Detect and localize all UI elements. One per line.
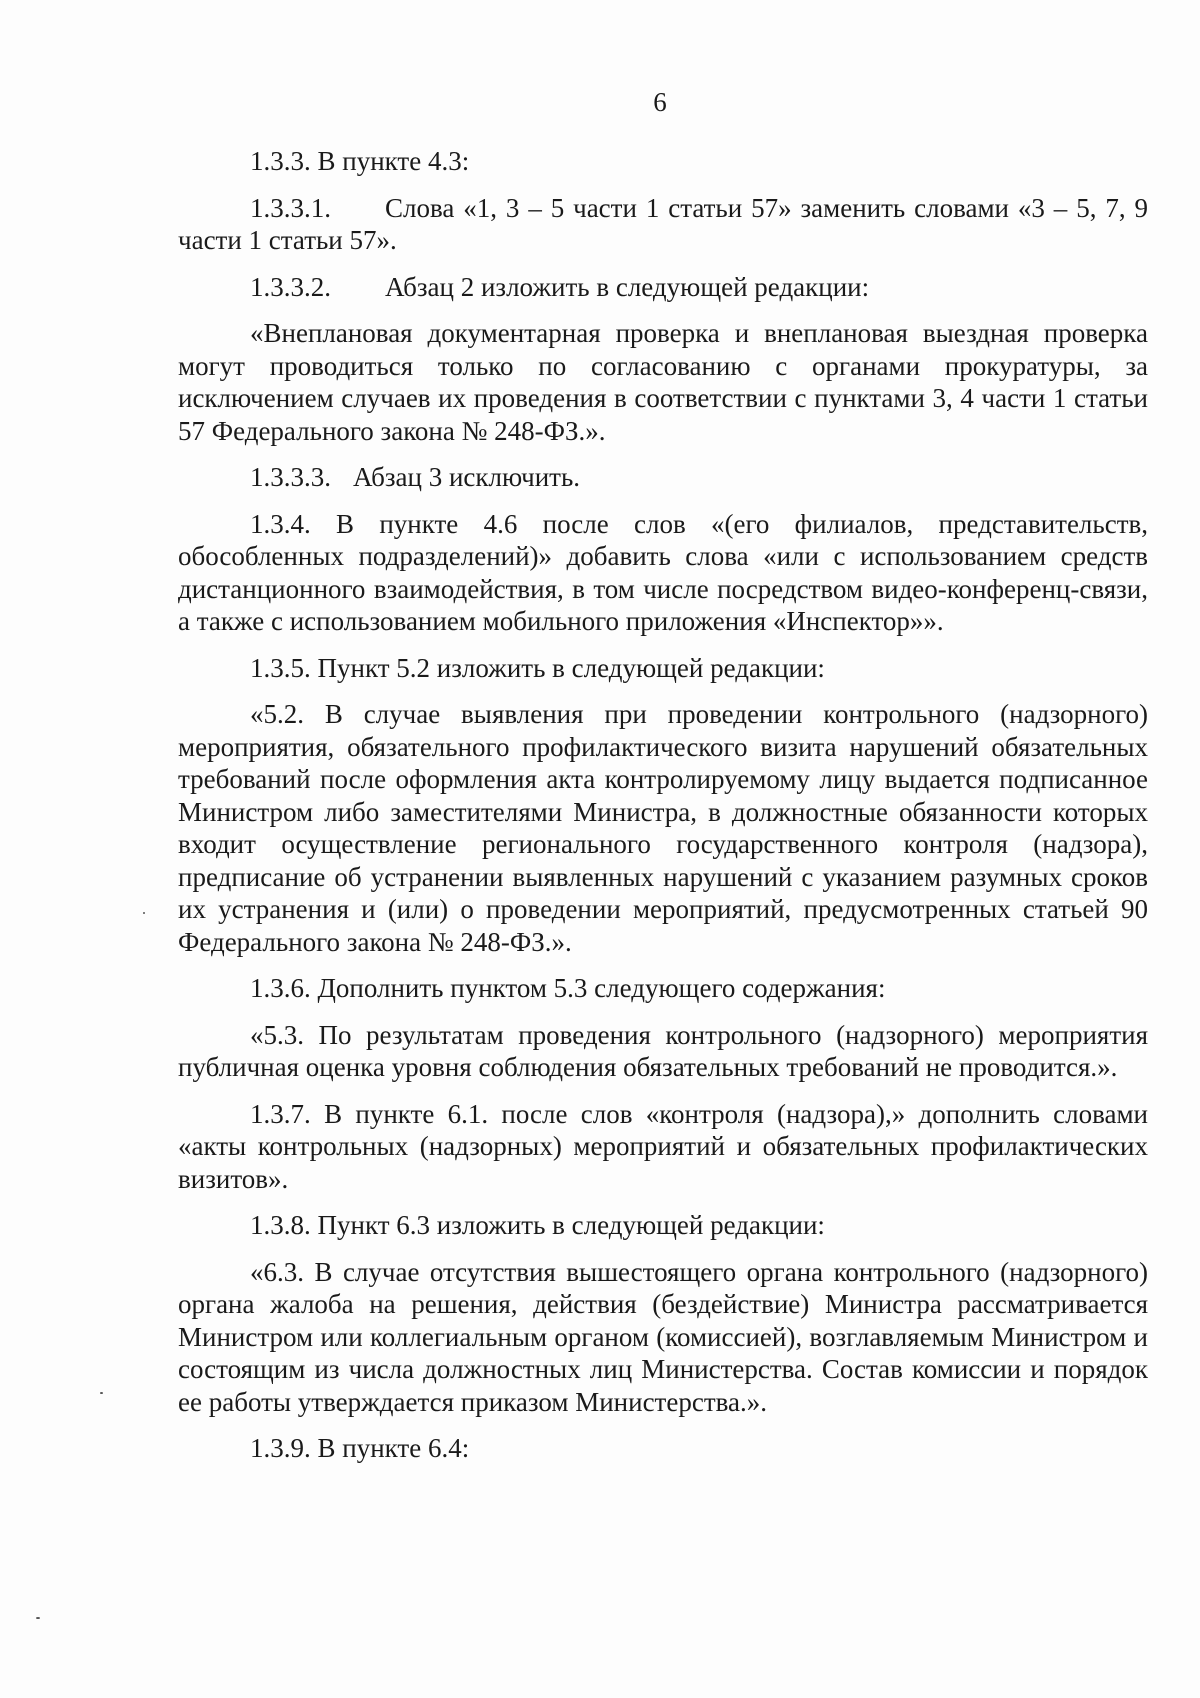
clause-text: В пункте 4.6 после слов «(его филиалов, представительств, обособленных подразделений)» добавить слова «или с использованием средств дистанционного взаимодействия, в том числе посредством видео-конференц-связи, а также с использованием мобильного приложения «Инспектор»».	[178, 508, 1148, 636]
clause-number: 1.3.3.1.	[250, 192, 331, 223]
paragraph	[178, 652, 1148, 685]
clause-text: Пункт 5.2 изложить в следующей редакции:	[317, 652, 825, 683]
paragraph	[178, 508, 1148, 638]
paragraph	[178, 1432, 1148, 1465]
clause-number: 1.3.7.	[250, 1098, 311, 1129]
clause-text: Пункт 6.3 изложить в следующей редакции:	[317, 1210, 825, 1240]
paragraph	[178, 461, 1148, 494]
clause-number: 1.3.4.	[250, 508, 311, 539]
document-body	[178, 145, 1148, 1479]
paragraph	[178, 1209, 1148, 1242]
scan-speck	[36, 1617, 40, 1619]
paragraph	[178, 192, 1148, 257]
clause-text: «6.3. В случае отсутствия вышестоящего органа контрольного (надзорного) органа жалоба на решения, действия (бездействие) Министра рассматривается Министром или коллегиальным органом (комиссией), возглавляемым Министром и состоящим из числа должностных лиц Министерства. Состав комиссии и порядок ее работы утверждается приказом Министерства.».	[178, 1256, 1148, 1417]
clause-text: В пункте 4.3:	[317, 146, 470, 176]
clause-number: 1.3.8.	[250, 1210, 311, 1240]
clause-text: Абзац 3 исключить.	[353, 462, 581, 492]
clause-number: 1.3.6.	[250, 973, 311, 1003]
quoted-paragraph	[178, 1019, 1148, 1084]
quoted-paragraph	[178, 1256, 1148, 1419]
clause-text: Дополнить пунктом 5.3 следующего содержания:	[317, 973, 886, 1003]
scan-speck	[100, 1392, 103, 1394]
clause-text: В пункте 6.4:	[317, 1433, 470, 1463]
clause-text: «Внеплановая документарная проверка и внеплановая выездная проверка могут проводиться только по согласованию с органами прокуратуры, за исключением случаев их проведения в соответствии с пунктами 3, 4 части 1 статьи 57 Федерального закона № 248-ФЗ.».	[178, 318, 1148, 446]
quoted-paragraph	[178, 698, 1148, 958]
clause-number: 1.3.9.	[250, 1433, 311, 1463]
clause-text: Абзац 2 изложить в следующей редакции:	[385, 271, 870, 302]
page-number: 6	[653, 87, 667, 117]
paragraph	[178, 145, 1148, 178]
clause-number: 1.3.3.3.	[250, 462, 331, 492]
quoted-paragraph	[178, 317, 1148, 447]
scan-speck	[143, 912, 145, 914]
paragraph	[178, 1098, 1148, 1196]
clause-number: 1.3.3.	[250, 146, 311, 176]
clause-number: 1.3.3.2.	[250, 271, 331, 302]
clause-text: «5.3. По результатам проведения контрольного (надзорного) мероприятия публичная оценка уровня соблюдения обязательных требований не проводится.».	[178, 1019, 1148, 1082]
clause-number: 1.3.5.	[250, 652, 311, 683]
clause-text: В пункте 6.1. после слов «контроля (надзора),» дополнить словами «акты контрольных (надзорных) мероприятий и обязательных профилактических визитов».	[178, 1098, 1148, 1194]
paragraph	[178, 972, 1148, 1005]
paragraph	[178, 271, 1148, 304]
clause-text: «5.2. В случае выявления при проведении контрольного (надзорного) мероприятия, обязательного профилактического визита нарушений обязательных требований после оформления акта контролируемому лицу выдается подписанное Министром либо заместителями Министра, в должностные обязанности которых входит осуществление регионального государственного контроля (надзора), предписание об устранении выявленных нарушений с указанием разумных сроков их устранения и (или) о проведении мероприятий, предусмотренных статьей 90 Федерального закона № 248-ФЗ.».	[178, 699, 1148, 957]
clause-text: Слова «1, 3 – 5 части 1 статьи 57» заменить словами «3 – 5, 7, 9 части 1 статьи 57».	[178, 192, 1148, 255]
